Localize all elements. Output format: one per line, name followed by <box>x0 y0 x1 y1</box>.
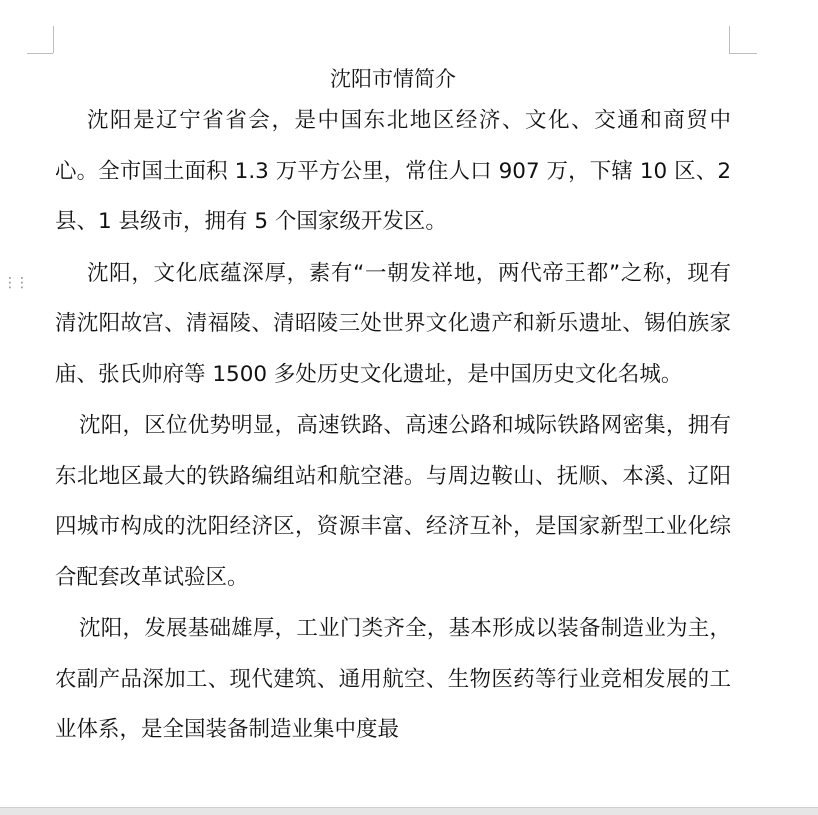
document-body[interactable] <box>55 62 731 756</box>
crop-mark-top-right-horizontal <box>729 53 757 54</box>
drag-handle-icon[interactable]: ⋮⋮ <box>3 275 27 291</box>
horizontal-scrollbar[interactable] <box>0 807 818 815</box>
crop-mark-top-left-vertical <box>53 26 54 53</box>
crop-mark-top-left-horizontal <box>27 53 53 54</box>
crop-mark-top-right-vertical <box>729 26 730 53</box>
paragraph-4: 沈阳，发展基础雄厚，工业门类齐全，基本形成以装备制造业为主，农副产品深加工、现代建筑、通用航空、生物医药等行业竞相发展的工业体系，是全国装备制造业集中度最 <box>55 616 731 742</box>
document-title: 沈阳市情简介 <box>330 67 456 91</box>
paragraph-1: 沈阳是辽宁省省会，是中国东北地区经济、文化、交通和商贸中心。全市国土面积 1.3 万平方公里，常住人口 907 万，下辖 10 区、2 县、1 县级市，拥有 5 个国家级开发区。 <box>55 108 731 234</box>
paragraph-2: 沈阳，文化底蕴深厚，素有“一朝发祥地，两代帝王都”之称，现有清沈阳故宫、清福陵、清昭陵三处世界文化遗产和新乐遗址、锡伯族家庙、张氏帅府等 1500 多处历史文化遗址，是中国历史文化名城。 <box>55 260 731 387</box>
paragraph-3: 沈阳，区位优势明显，高速铁路、高速公路和城际铁路网密集，拥有东北地区最大的铁路编组站和航空港。与周边鞍山、抚顺、本溪、辽阳四城市构成的沈阳经济区，资源丰富、经济互补，是国家新型工业化综合配套改革试验区。 <box>55 413 731 590</box>
